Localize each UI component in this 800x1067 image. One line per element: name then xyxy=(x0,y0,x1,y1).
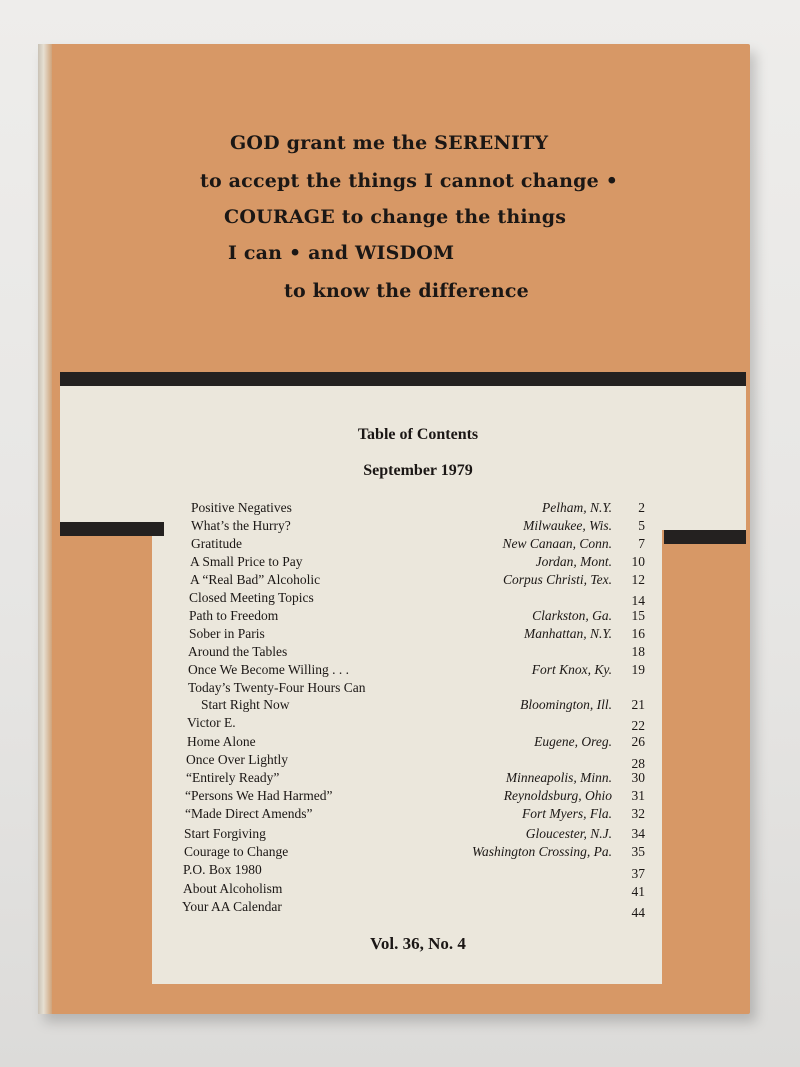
toc-entry-page: 32 xyxy=(631,806,645,821)
toc-entry-page: 35 xyxy=(631,844,645,859)
toc-entry-title: Victor E. xyxy=(187,715,236,730)
toc-issue-date: September 1979 xyxy=(363,462,473,479)
toc-entry-title: Today’s Twenty-Four Hours Can xyxy=(188,680,366,695)
toc-entry-page: 30 xyxy=(631,770,645,785)
toc-entry-location: Fort Myers, Fla. xyxy=(522,806,612,821)
toc-entry-title: “Made Direct Amends” xyxy=(185,806,313,821)
toc-entry-page: 10 xyxy=(631,554,645,569)
toc-entry-location: Pelham, N.Y. xyxy=(541,500,612,515)
toc-entry-location: Fort Knox, Ky. xyxy=(531,662,612,677)
prayer-line-1: GOD grant me the SERENITY xyxy=(230,132,549,154)
volume-number: Vol. 36, No. 4 xyxy=(370,934,466,953)
toc-entry-page: 21 xyxy=(631,697,645,712)
toc-entry-title: Start Forgiving xyxy=(184,826,266,841)
toc-entry-page: 34 xyxy=(631,826,645,841)
toc-entry-location: Reynoldsburg, Ohio xyxy=(503,788,612,803)
toc-entry-title: Path to Freedom xyxy=(189,608,279,623)
toc-entry-location: Jordan, Mont. xyxy=(535,554,612,569)
toc-entry-title: Start Right Now xyxy=(201,697,290,712)
toc-entry-title: Closed Meeting Topics xyxy=(189,590,314,605)
toc-entry-location: Manhattan, N.Y. xyxy=(523,626,612,641)
toc-entry-title: Around the Tables xyxy=(188,644,288,659)
toc-entry-location: New Canaan, Conn. xyxy=(502,536,612,551)
toc-entry-location: Milwaukee, Wis. xyxy=(523,518,612,533)
toc-entry-page: 14 xyxy=(631,593,645,608)
toc-entry-title: A Small Price to Pay xyxy=(190,554,303,569)
toc-entry-location: Clarkston, Ga. xyxy=(532,608,612,623)
toc-entry-page: 12 xyxy=(631,572,645,587)
toc-entry-page: 15 xyxy=(631,608,645,623)
toc-entry-title: A “Real Bad” Alcoholic xyxy=(190,572,321,587)
prayer-line-3: COURAGE to change the things xyxy=(224,206,567,228)
toc-entry-title: Once Over Lightly xyxy=(186,752,288,767)
toc-heading: Table of Contents xyxy=(357,426,479,443)
toc-entry-page: 2 xyxy=(638,500,645,515)
toc-entry-page: 44 xyxy=(631,905,645,920)
toc-entry-title: Sober in Paris xyxy=(189,626,265,641)
toc-entry-page: 37 xyxy=(631,866,645,881)
toc-entry-page: 18 xyxy=(631,644,645,659)
toc-entry-title: Your AA Calendar xyxy=(182,899,282,914)
toc-entry-location: Minneapolis, Minn. xyxy=(505,770,612,785)
prayer-line-2: to accept the things I cannot change • xyxy=(200,170,619,192)
prayer-line-4: I can • and WISDOM xyxy=(228,242,455,264)
toc-entry-page: 31 xyxy=(631,788,645,803)
toc-entry-location: Gloucester, N.J. xyxy=(525,826,612,841)
toc-entry-page: 41 xyxy=(631,884,645,899)
toc-entry-location: Washington Crossing, Pa. xyxy=(471,844,612,859)
toc-entry-location: Bloomington, Ill. xyxy=(520,697,612,712)
toc-entry-page: 5 xyxy=(638,518,645,533)
toc-entry-title: Positive Negatives xyxy=(191,500,292,515)
toc-entry-title: Once We Become Willing . . . xyxy=(188,662,349,677)
toc-entry-page: 7 xyxy=(638,536,645,551)
toc-entry-page: 22 xyxy=(631,718,645,733)
toc-entry-location: Corpus Christi, Tex. xyxy=(502,572,612,587)
toc-entry-page: 16 xyxy=(631,626,645,641)
toc-entry-title: “Entirely Ready” xyxy=(186,770,280,785)
toc-entry-page: 28 xyxy=(631,756,645,771)
toc-entry-title: Gratitude xyxy=(191,536,242,551)
toc-entry-page: 19 xyxy=(631,662,645,677)
toc-entry-title: What’s the Hurry? xyxy=(191,518,291,533)
toc-entry-location: Eugene, Oreg. xyxy=(534,734,612,749)
toc-entry-title: “Persons We Had Harmed” xyxy=(185,788,333,803)
toc-entry-page: 26 xyxy=(631,734,645,749)
toc-entry-title: P.O. Box 1980 xyxy=(183,862,262,877)
toc-entry-title: Courage to Change xyxy=(184,844,289,859)
prayer-line-5: to know the difference xyxy=(284,280,529,302)
toc-entry-title: About Alcoholism xyxy=(183,881,283,896)
toc-entry-title: Home Alone xyxy=(187,734,256,749)
